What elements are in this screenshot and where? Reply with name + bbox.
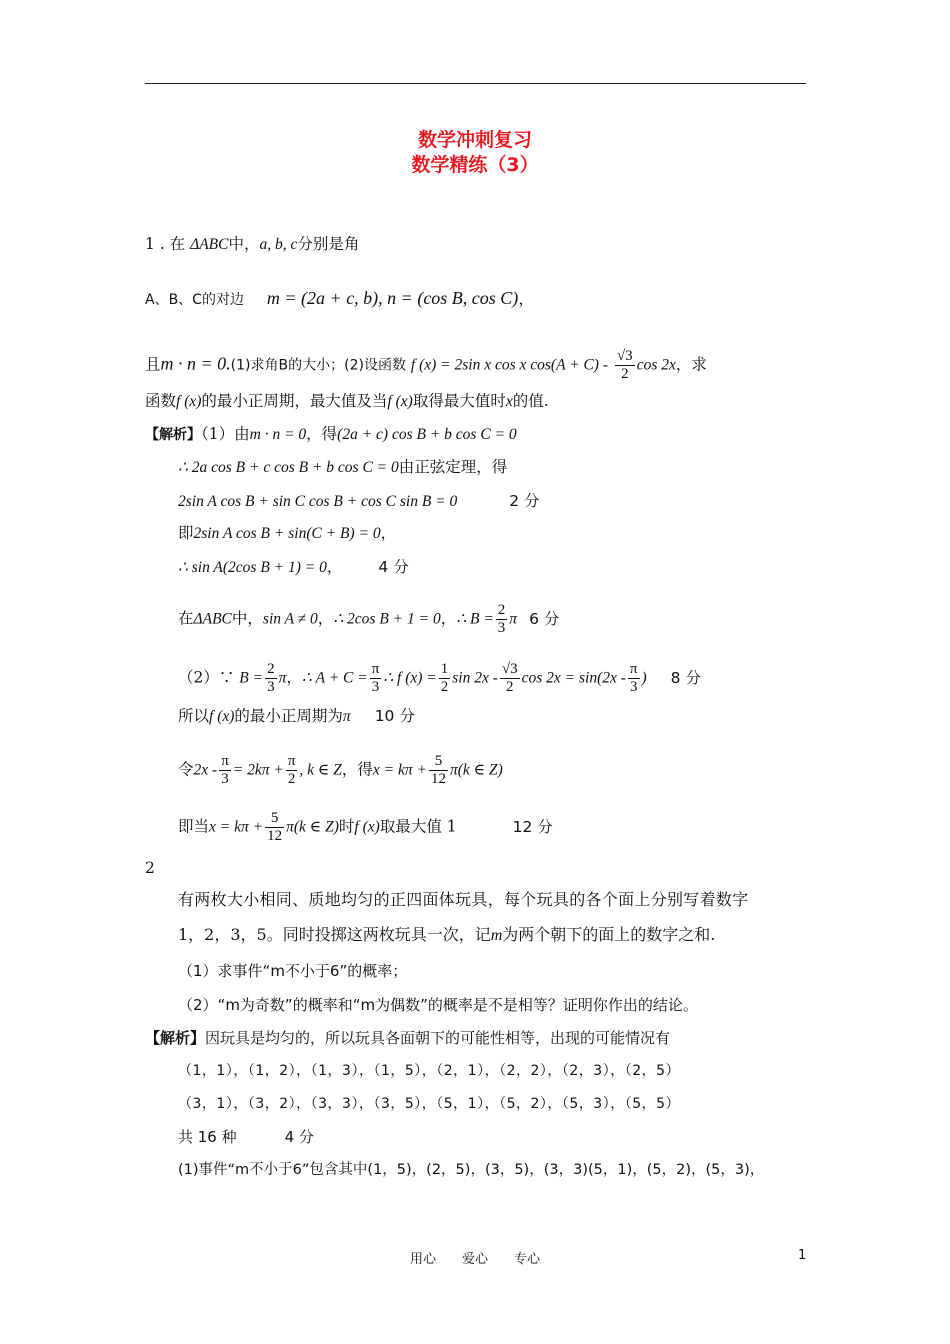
math: B =: [239, 669, 264, 687]
math: cos 2x = sin(2x -: [521, 669, 626, 687]
numerator: √3: [501, 661, 518, 677]
text: 由正弦定理，得: [398, 458, 508, 476]
solution-label: 【解析】: [145, 427, 201, 443]
math: π: [278, 669, 287, 687]
q1-line-3: [145, 348, 707, 383]
fraction: [500, 661, 520, 696]
numerator: π: [629, 661, 638, 677]
sol1-line-6: [178, 602, 559, 637]
math: m · n = 0: [249, 426, 307, 443]
q1-line-2: [145, 288, 534, 310]
math: π(k ∈ Z): [450, 761, 503, 779]
sol1-line-1: [145, 424, 517, 445]
score: 4 分: [284, 1128, 314, 1146]
document-subtitle: 数学精练（3）: [411, 154, 539, 176]
text: ，: [286, 668, 302, 687]
fx: f (x): [387, 393, 413, 410]
document-title: 数学冲刺复习: [417, 129, 532, 151]
text: (1)求角B的大小；(2)设函数: [230, 357, 406, 374]
function-f: f (x) = 2sin x cos x cos(A + C) -: [410, 356, 609, 374]
numerator: 1: [440, 661, 449, 677]
sol2-outcomes-row-2: （3，1），（3，2），（3，3），（3，5），（5，1），（5，2），（5，3），（5，5）: [178, 1096, 681, 1112]
score: 4 分: [378, 558, 409, 576]
q1-number: 1 . 在: [145, 235, 186, 253]
math: π: [342, 708, 351, 725]
q2-part-2: （2）“m为奇数”的概率和“m为偶数”的概率是不是相等？证明你作出的结论。: [178, 996, 698, 1014]
text: （2）∵: [178, 668, 240, 687]
text: ，得: [341, 760, 373, 779]
text: 共 16 种: [178, 1128, 237, 1146]
math: x = kπ +: [209, 818, 264, 836]
fraction: [265, 810, 284, 845]
math: ∴ 2cos B + 1 = 0: [333, 610, 441, 628]
denominator: 3: [371, 679, 380, 695]
denominator: 2: [506, 679, 514, 695]
page-number: 1: [798, 1248, 807, 1263]
math: 2sin A cos B + sin C cos B + cos C sin B = 0: [178, 493, 458, 510]
sol2-outcomes-row-1: （1，1），（1，2），（1，3），（1，5），（2，1），（2，2），（2，3），（2，5）: [178, 1063, 681, 1079]
text: 时: [338, 817, 355, 836]
fraction: [496, 602, 508, 637]
sol1-line-10: [178, 810, 553, 845]
footer-motto: 用心 爱心 专心: [409, 1252, 540, 1267]
denominator: 2: [440, 679, 449, 695]
denominator: 2: [621, 366, 629, 382]
math: ∴ A + C =: [301, 669, 368, 687]
fraction: [265, 661, 277, 696]
fraction: [370, 661, 382, 696]
text: 即: [178, 524, 194, 542]
numerator: π: [371, 661, 380, 677]
solution-label: 【解析】: [145, 1029, 206, 1047]
cos-2x: cos 2x: [636, 356, 676, 374]
fraction: [429, 753, 448, 788]
math: ∴ 2a cos B + c cos B + b cos C = 0: [178, 459, 399, 476]
math: ): [641, 669, 647, 687]
numerator: 5: [429, 753, 448, 771]
math: f (x): [209, 708, 235, 725]
text: 分别是角: [297, 235, 360, 253]
fraction: [286, 753, 298, 788]
text: 中，: [228, 235, 260, 253]
sol1-line-9: [178, 753, 503, 788]
math: sin 2x -: [452, 669, 498, 687]
text: 因玩具是均匀的，所以玩具各面朝下的可能性相等，出现的可能情况有: [205, 1029, 671, 1047]
math: m: [490, 927, 503, 944]
sol2-line-1: [145, 1028, 670, 1048]
numerator: π: [287, 753, 296, 769]
math: , k ∈ Z: [299, 761, 342, 779]
text: ，: [317, 609, 334, 628]
text: 的最小正周期为: [234, 707, 343, 725]
numerator: 2: [267, 661, 275, 677]
math: 2sin A cos B + sin(C + B) = 0: [193, 525, 381, 542]
text: ，得: [306, 425, 338, 443]
denominator: 3: [267, 679, 275, 695]
text: 的值.: [512, 392, 549, 410]
text: 令: [178, 760, 194, 779]
math: = 2kπ +: [232, 761, 284, 779]
text: ，: [518, 290, 534, 308]
denominator: 3: [497, 620, 506, 636]
denominator: 12: [431, 771, 446, 787]
math: ∴ B =: [456, 610, 494, 628]
text: ，求: [675, 355, 707, 374]
math: ∴ f (x) =: [383, 669, 437, 687]
text: 在: [178, 609, 194, 628]
triangle-symbol: ΔABC: [190, 236, 229, 253]
sol2-part-1: (1)事件“m不小于6”包含其中(1，5)，(2，5)，(3，5)，(3，3)(5，1)，(5，2)，(5，3)，: [178, 1162, 765, 1178]
math: ∴ sin A(2cos B + 1) = 0: [178, 559, 327, 576]
math: ΔABC: [193, 610, 232, 628]
q2-number: 2: [145, 859, 155, 877]
sol2-total: [178, 1127, 314, 1147]
header-rule: [145, 83, 806, 84]
denominator: 3: [629, 679, 638, 695]
text: 函数: [145, 392, 177, 410]
q1-line-1: [145, 234, 359, 255]
numerator: π: [221, 753, 229, 769]
q2-paragraph-2: [178, 925, 715, 946]
text: 即当: [178, 817, 210, 836]
sol1-line-2: [178, 457, 507, 478]
vectors-mn: m = (2a + c, b), n = (cos B, cos C): [266, 288, 519, 308]
math: f (x): [354, 818, 380, 836]
math: π(k ∈ Z): [286, 818, 339, 836]
fx: f (x): [176, 393, 202, 410]
sol1-line-5: [178, 557, 409, 578]
score: 12 分: [512, 817, 553, 836]
q2-paragraph-1: 有两枚大小相同、质地均匀的正四面体玩具，每个玩具的各个面上分别写着数字: [178, 890, 749, 909]
numerator: 5: [265, 810, 284, 828]
sol1-line-4: [178, 523, 396, 544]
sol1-line-8: [178, 706, 415, 727]
text: 取得最大值时: [412, 392, 506, 410]
math: 2x -: [193, 761, 218, 779]
fraction: [439, 661, 451, 696]
score: 8 分: [670, 668, 701, 687]
text: 所以: [178, 707, 210, 725]
fraction: [219, 753, 231, 788]
numerator: 2: [497, 602, 506, 618]
text: ，: [326, 558, 343, 576]
math: sin A ≠ 0: [262, 610, 318, 628]
numerator: √3: [616, 348, 633, 364]
text: ，: [380, 524, 397, 542]
fraction-sqrt3-over-2: [615, 348, 635, 383]
math: π: [509, 610, 518, 628]
dot-product: m · n = 0.: [160, 353, 231, 374]
q2-part-1: （1）求事件“m不小于6”的概率；: [178, 962, 408, 980]
x: x: [505, 393, 513, 410]
text: 取最大值 1: [379, 817, 457, 836]
math: x = kπ +: [372, 761, 427, 779]
sides-abc: a, b, c: [259, 236, 298, 253]
sol1-line-3: [178, 491, 540, 512]
text: 1，2，3，5。同时投掷这两枚玩具一次，记: [178, 925, 491, 944]
score: 10 分: [374, 707, 415, 725]
text: 且: [145, 355, 161, 374]
text: 为两个朝下的面上的数字之和.: [502, 925, 716, 944]
fraction: [628, 661, 640, 696]
denominator: 2: [287, 771, 296, 787]
text: （1）由: [201, 425, 250, 443]
text: 的最小正周期，最大值及当: [201, 392, 388, 410]
text: ，: [440, 609, 457, 628]
text: A、B、C的对边: [145, 292, 244, 308]
math: (2a + c) cos B + b cos C = 0: [337, 426, 517, 443]
denominator: 12: [267, 828, 283, 844]
q1-line-4: [145, 391, 549, 412]
denominator: 3: [221, 771, 229, 787]
sol1-line-7: [178, 661, 701, 696]
score: 2 分: [509, 492, 540, 510]
score: 6 分: [529, 609, 560, 628]
text: 中，: [231, 609, 263, 628]
